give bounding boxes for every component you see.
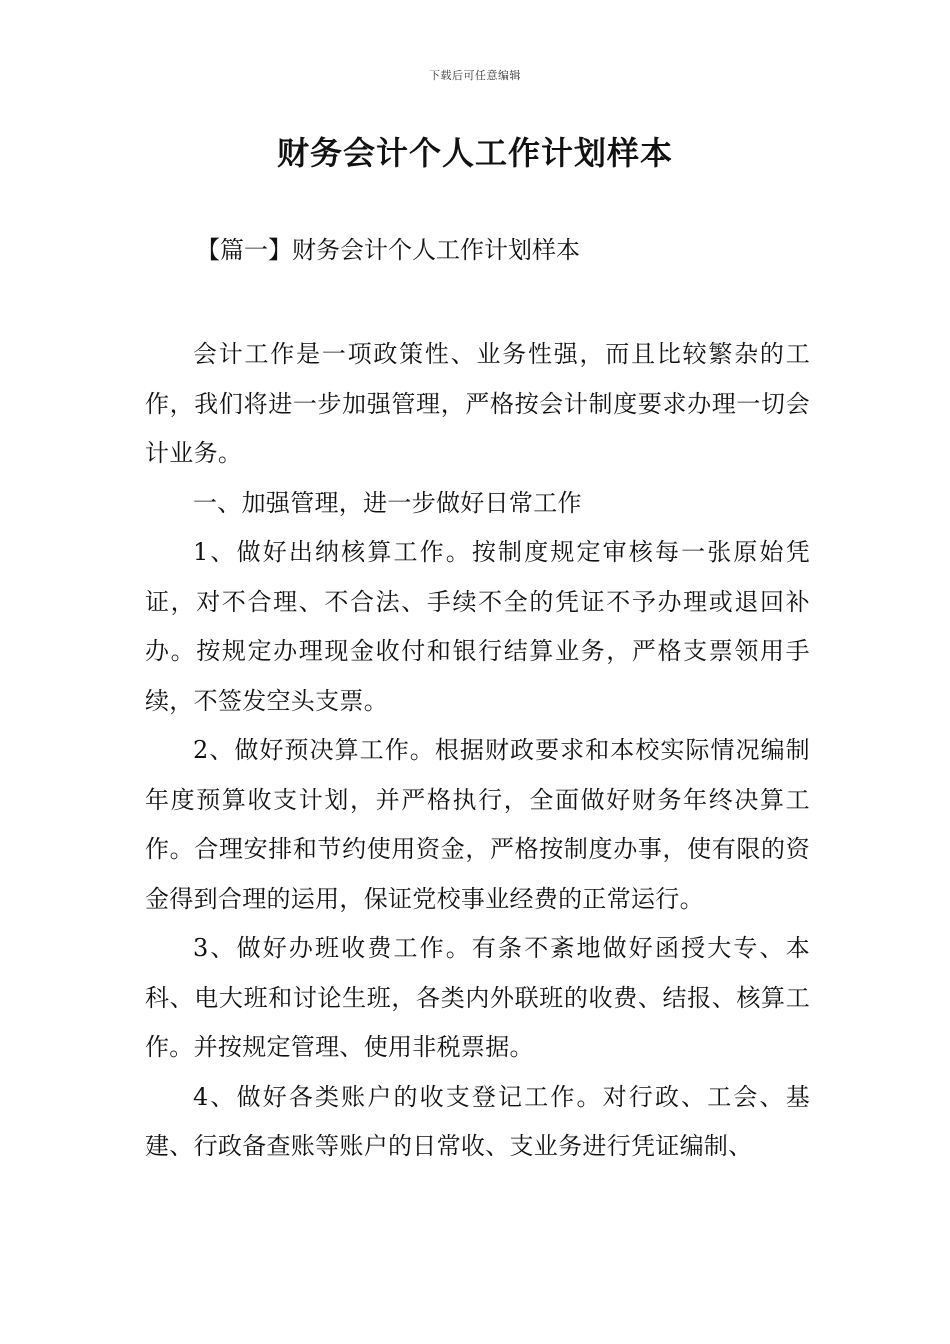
document-title: 财务会计个人工作计划样本	[276, 134, 673, 172]
paragraph-item-4: 4、做好各类账户的收支登记工作。对行政、工会、基建、行政备查账等账户的日常收、支业务进行凭证编制、	[145, 1082, 810, 1160]
header-note: 下载后可任意编辑	[429, 69, 521, 82]
section-heading: 【篇一】财务会计个人工作计划样本	[196, 236, 580, 264]
paragraph-item-1: 1、做好出纳核算工作。按制度规定审核每一张原始凭证，对不合理、不合法、手续不全的凭证不予办理或退回补办。按规定办理现金收付和银行结算业务，严格支票领用手续，不签发空头支票。	[145, 538, 810, 715]
paragraph-intro: 会计工作是一项政策性、业务性强，而且比较繁杂的工作，我们将进一步加强管理，严格按会计制度要求办理一切会计业务。	[145, 340, 810, 467]
paragraph-item-2: 2、做好预决算工作。根据财政要求和本校实际情况编制年度预算收支计划，并严格执行，全面做好财务年终决算工作。合理安排和节约使用资金，严格按制度办事，使有限的资金得到合理的运用，保证党校事业经费的正常运行。	[145, 736, 810, 913]
paragraph-heading-1: 一、加强管理，进一步做好日常工作	[193, 488, 582, 517]
paragraph-item-3: 3、做好办班收费工作。有条不紊地做好函授大专、本科、电大班和讨论生班，各类内外联班的收费、结报、核算工作。并按规定管理、使用非税票据。	[145, 934, 810, 1061]
document-body	[145, 330, 810, 1172]
